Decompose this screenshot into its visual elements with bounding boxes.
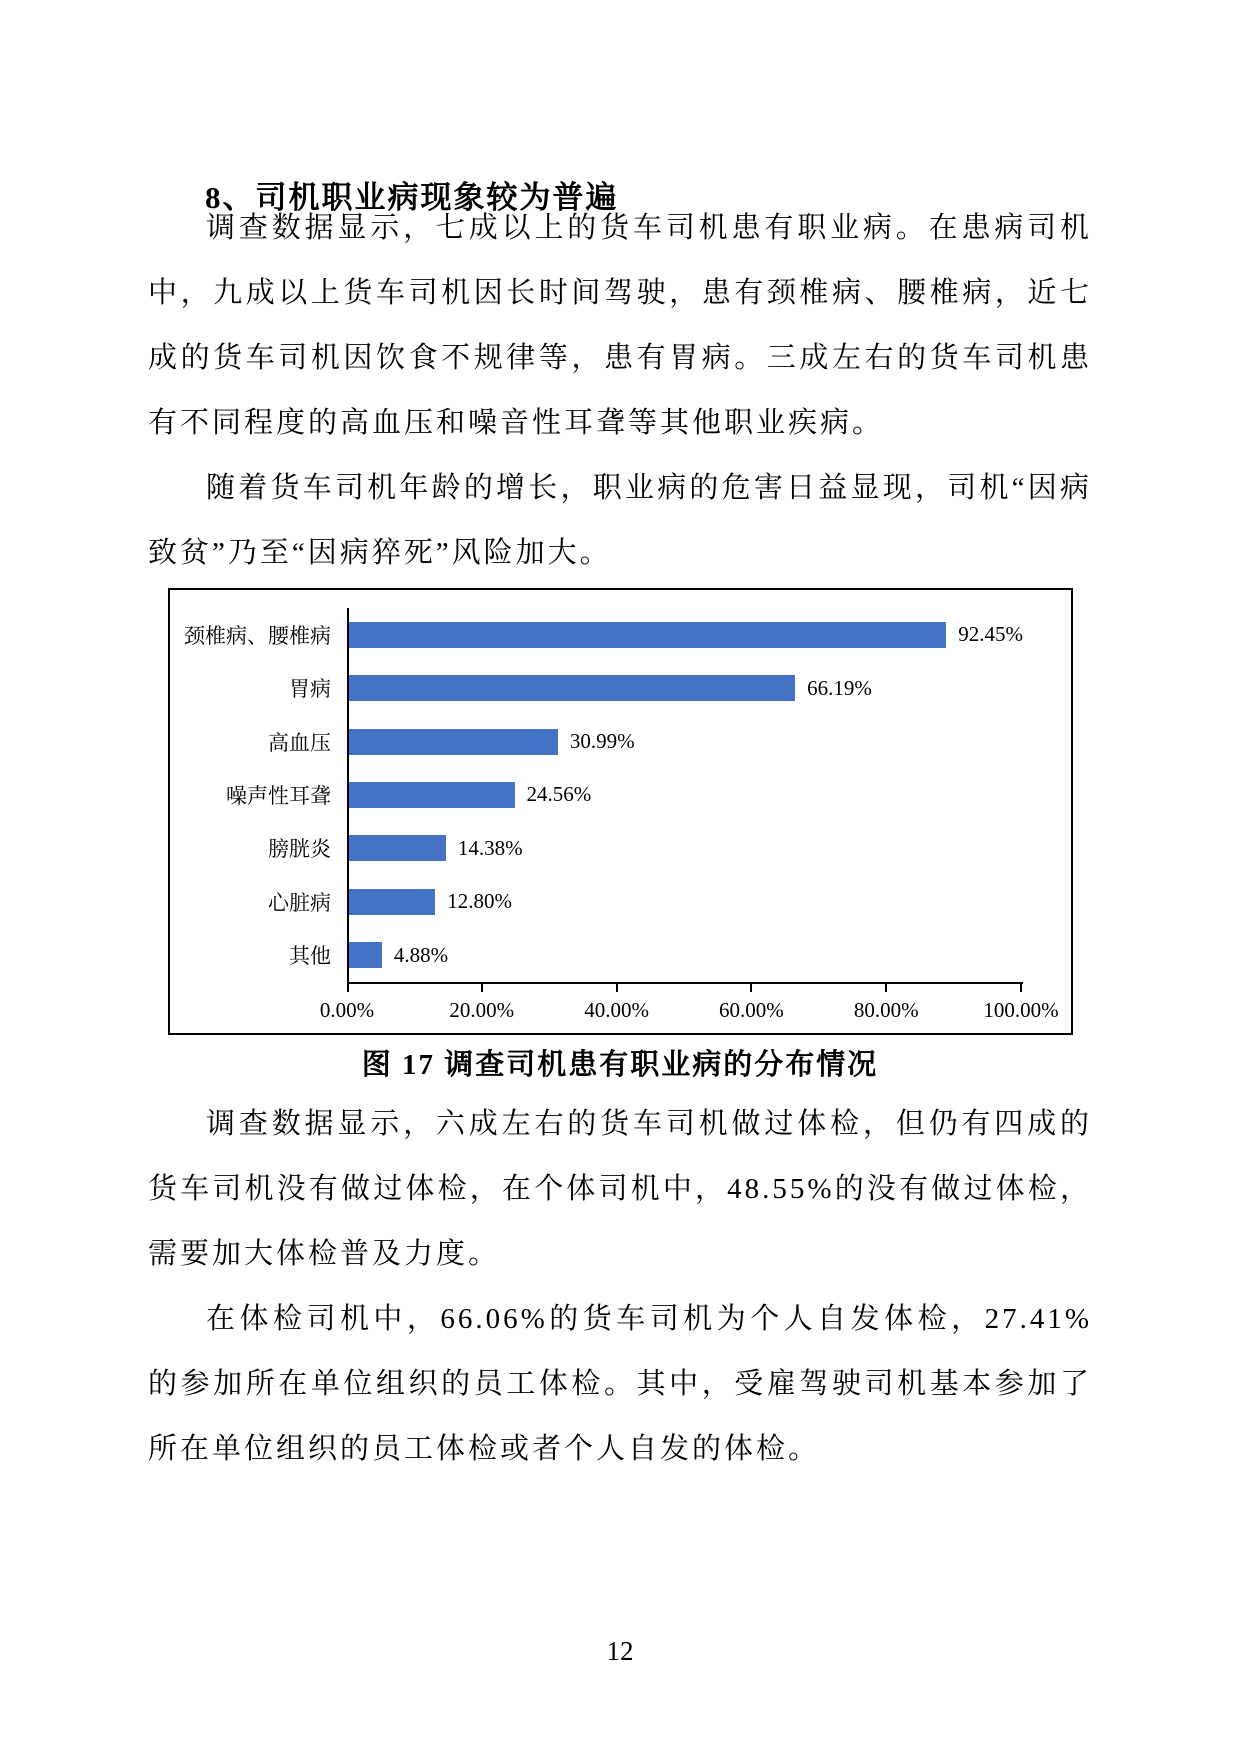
x-axis-tick [616,984,618,992]
x-axis-tick-label: 60.00% [719,998,784,1022]
chart-x-ticks [347,984,1021,992]
bar [349,622,946,648]
paragraph: 在体检司机中，66.06%的货车司机为个人自发体检，27.41%的参加所在单位组织的员工体检。其中，受雇驾驶司机基本参加了所在单位组织的员工体检或者个人自发的体检。 [148,1303,1092,1465]
category-label: 高血压 [268,730,331,755]
figure-caption: 图 17 调查司机患有职业病的分布情况 [361,1049,879,1081]
bar-row [349,661,1023,714]
x-axis-tick-label: 20.00% [449,998,515,1022]
chart-category-axis [170,608,339,982]
x-axis-tick [1020,984,1022,992]
x-axis-tick-label: 40.00% [584,998,649,1022]
body-text-upper [148,196,1092,586]
bar-value-label: 66.19% [807,675,872,700]
section-heading: 8、司机职业病现象较为普遍 [205,179,619,215]
category-label: 胃病 [289,677,331,702]
bar-value-label: 24.56% [526,782,592,807]
bar-value-label: 12.80% [447,889,513,914]
bar-row [349,608,1023,661]
bar-value-label: 14.38% [457,835,523,860]
bar [349,835,446,861]
body-text-lower [148,1092,1092,1482]
bar [349,889,435,915]
x-axis-tick-label: 0.00% [319,998,375,1022]
category-label: 心脏病 [268,890,331,915]
bar-row [349,768,1023,821]
bar-row [349,929,1023,982]
chart-plot-area [347,608,1023,984]
chart-x-labels [319,998,1059,1028]
bar-value-label: 30.99% [569,729,635,754]
category-label: 噪声性耳聋 [226,783,331,808]
paragraph: 随着货车司机年龄的增长，职业病的危害日益显现，司机“因病致贫”乃至“因病猝死”风险加大。 [148,472,1092,569]
bar [349,942,382,968]
bar-row [349,822,1023,875]
category-label: 其他 [289,944,331,969]
bar [349,729,558,755]
paragraph: 调查数据显示，六成左右的货车司机做过体检，但仍有四成的货车司机没有做过体检，在个体司机中，48.55%的没有做过体检，需要加大体检普及力度。 [148,1108,1092,1270]
bar-row [349,715,1023,768]
page-number: 12 [606,1636,634,1666]
x-axis-tick-label: 100.00% [983,998,1059,1022]
x-axis-tick-label: 80.00% [853,998,919,1022]
bar-chart [168,588,1073,1035]
x-axis-tick [750,984,752,992]
bar-value-label: 92.45% [958,622,1023,647]
paragraph: 调查数据显示，七成以上的货车司机患有职业病。在患病司机中，九成以上货车司机因长时间驾驶，患有颈椎病、腰椎病，近七成的货车司机因饮食不规律等，患有胃病。三成左右的货车司机患有不同程度的高血压和噪音性耳聋等其他职业疾病。 [148,212,1092,439]
bar [349,782,515,808]
bar-row [349,875,1023,928]
x-axis-tick [885,984,887,992]
category-label: 颈椎病、腰椎病 [184,623,331,648]
bar [349,675,795,701]
x-axis-tick [481,984,483,992]
bar-value-label: 4.88% [393,942,449,967]
chart-bars [349,608,1023,982]
category-label: 膀胱炎 [268,837,331,862]
